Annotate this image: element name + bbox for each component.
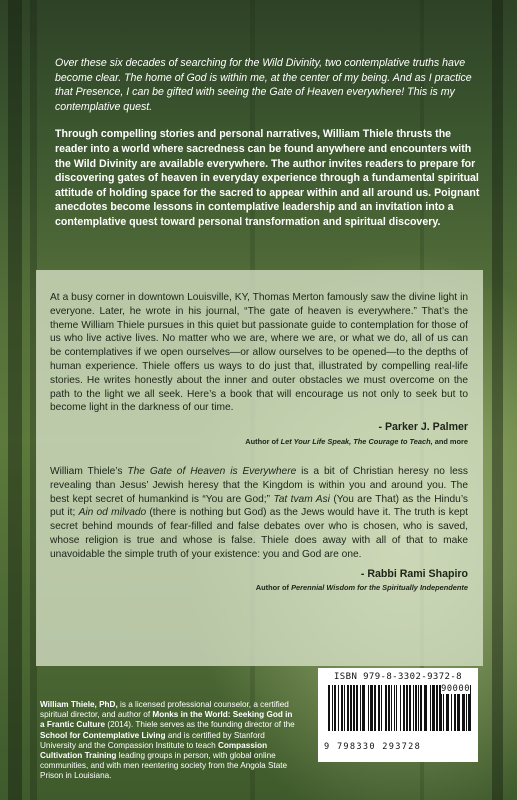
barcode-bar — [385, 685, 387, 731]
barcode-bar — [406, 685, 408, 731]
tree-trunk — [492, 0, 503, 800]
barcode-bar — [432, 685, 435, 731]
barcode-bar — [394, 685, 395, 731]
barcode-bar — [370, 685, 373, 731]
review-text: At a busy corner in downtown Louisville, KY, Thomas Merton famously saw the divine light in everyone. Later, he wrote in his journal, “The gate of heaven is everywhere.” That’s the theme William Thiele pursues in this quiet but passionate guide to contemplation for those of us who live active lives. No matter who we are, where we are, or what we do, all of us can be contemplatives if we open ourselves—or allow ourselves to be opened—to the depths of human experience. Thiele offers us ways to do just that, illustrated by compelling real-life stories. He writes honestly about the inner and outer obstacles we must overcome on the path to the light we all seek. Here’s a book that will encourage us not only to seek but to become light in the darkness of our time. — [50, 292, 468, 414]
barcode-bar — [334, 685, 336, 731]
barcode-bars — [328, 685, 428, 741]
barcode-bar — [409, 685, 411, 731]
review-text: William Thiele’s The Gate of Heaven is Everywhere is a bit of Christian heresy no less revealing than Jesus’ Jewish heresy that the Kingdom is within you and around you. The best kept secret of humankind is “You are God;” Tat tvam Asi (You are That) as the Hindu’s put it; Ain od milvado (there is nothing but God) as the Jews would have it. The truth is kept secret behind mounds of fear-filled and false debates over who is chosen, who is saved, whose religion is true and whose is false. Thiele does away with all of that to make unavoidable the simple truth of your existence: you and God are one. — [50, 466, 468, 560]
barcode-bar — [396, 685, 397, 731]
barcode-bar — [356, 685, 358, 731]
book-summary: Through compelling stories and personal narratives, William Thiele thrusts the reader into a world where sacredness can be found anywhere and encounters with the Wild Divinity are available everywhere. The author invites readers to prepare for discovering gates of heaven in everyday experience through a fundamental spiritual attitude of holding space for the sacred to appear within and all around us. Poignant anecdotes become lessons in contemplative leadership and an invitation into a contemplative quest toward personal transformation and spiritual discovery. — [55, 128, 480, 228]
barcode-bar — [368, 685, 369, 731]
barcode-bar — [341, 685, 343, 731]
barcode-bar — [415, 685, 417, 731]
barcode-bar — [388, 685, 390, 731]
barcode-bar — [344, 685, 345, 731]
author-bio: William Thiele, PhD, is a licensed professional counselor, a certified spiritual director, and author of Monks in the World: Seeking God in a Frantic Culture (2014). Thiele serves as the founding director of the School for Contemplative Living and is certified by Stanford University and the Compassion Institute to teach Compassion Cultivation Training leading groups in person, with global online communities, and with men reentering society from the Angola State Prison in Louisiana. — [40, 700, 295, 781]
review-author: - Rabbi Rami Shapiro — [360, 567, 468, 580]
barcode-bar — [381, 685, 382, 731]
barcode-bar — [424, 685, 427, 731]
review-author: - Parker J. Palmer — [378, 421, 468, 434]
barcode-bar — [332, 685, 333, 731]
description-block — [55, 56, 485, 230]
isbn-label: ISBN 979-8-3302-9372-8 — [333, 672, 462, 682]
tree-trunk — [8, 0, 22, 800]
barcode-bar — [413, 685, 414, 731]
review-shapiro — [50, 465, 468, 593]
isbn-barcode — [318, 668, 478, 762]
barcode-bar — [338, 685, 339, 731]
barcode-bar — [378, 685, 380, 731]
barcode-bar — [347, 685, 349, 731]
barcode-bar — [418, 685, 419, 731]
intro-quote: Over these six decades of searching for the Wild Divinity, two contemplative truths have become clear. The home of God is within me, at the center of my being. And as I practice that Presence, I can be gifted with seeing the Gate of Heaven everywhere! This is my contemplative quest. — [55, 57, 472, 113]
barcode-bar — [328, 685, 330, 731]
barcode-bar — [391, 685, 392, 731]
barcode-bar — [362, 685, 365, 731]
review-credit: Author of Perennial Wisdom for the Spiritually Independente — [255, 583, 468, 593]
review-credit: Author of Let Your Life Speak, The Courage to Teach, and more — [245, 436, 468, 446]
barcode-bar — [350, 685, 352, 731]
barcode-bar — [436, 685, 438, 731]
barcode-bar — [430, 685, 431, 731]
barcode-bar — [374, 685, 376, 731]
barcode-bar — [400, 685, 401, 731]
barcode-bar — [353, 685, 355, 731]
review-palmer — [50, 291, 468, 447]
barcode-bar — [360, 685, 361, 731]
barcode-bar — [403, 685, 405, 731]
barcode-digits: 9 798330 293728 — [324, 742, 422, 752]
barcode-bar — [420, 685, 422, 731]
barcode-addon-digits: 90000 — [441, 684, 470, 694]
